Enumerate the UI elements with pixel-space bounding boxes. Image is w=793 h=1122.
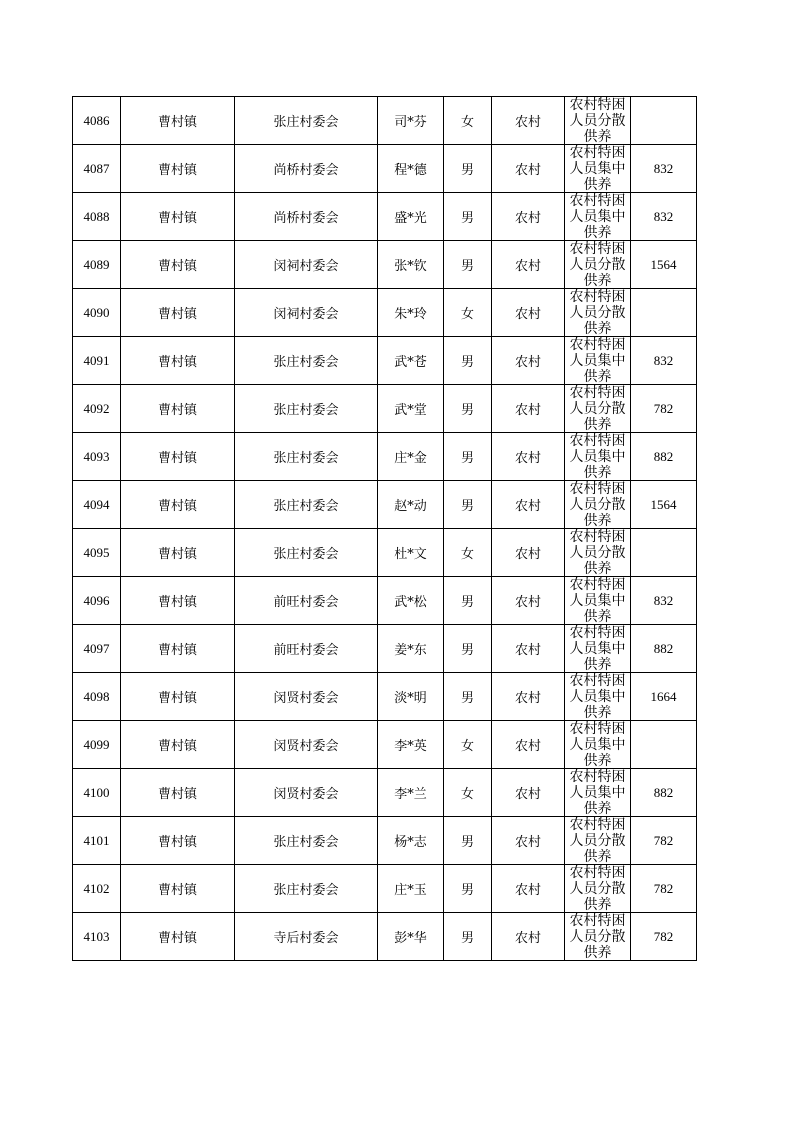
town-cell: 曹村镇	[121, 817, 235, 865]
village-cell: 张庄村委会	[235, 337, 378, 385]
area-cell: 农村	[492, 337, 565, 385]
table-row	[73, 913, 697, 961]
town-cell: 曹村镇	[121, 433, 235, 481]
support-type-cell	[565, 529, 631, 577]
table-row	[73, 577, 697, 625]
row-id-cell: 4090	[73, 289, 121, 337]
support-type-text: 农村特困人员集中供养	[569, 433, 626, 480]
row-id-cell: 4086	[73, 97, 121, 145]
village-cell: 闵贤村委会	[235, 769, 378, 817]
person-name-cell: 张*钦	[378, 241, 444, 289]
table-row	[73, 721, 697, 769]
support-type-cell	[565, 913, 631, 961]
support-type-text: 农村特困人员集中供养	[569, 337, 626, 384]
amount-cell	[631, 97, 697, 145]
row-id-cell: 4100	[73, 769, 121, 817]
amount-cell: 782	[631, 865, 697, 913]
support-type-cell	[565, 289, 631, 337]
village-cell: 张庄村委会	[235, 97, 378, 145]
person-name-cell: 杨*志	[378, 817, 444, 865]
gender-cell: 女	[444, 721, 492, 769]
village-cell: 尚桥村委会	[235, 145, 378, 193]
table-row	[73, 673, 697, 721]
amount-cell	[631, 529, 697, 577]
support-type-text: 农村特困人员分散供养	[569, 385, 626, 432]
support-type-text: 农村特困人员分散供养	[569, 817, 626, 864]
support-type-cell	[565, 481, 631, 529]
amount-cell: 782	[631, 913, 697, 961]
area-cell: 农村	[492, 769, 565, 817]
row-id-cell: 4097	[73, 625, 121, 673]
gender-cell: 女	[444, 97, 492, 145]
support-type-text: 农村特困人员集中供养	[569, 721, 626, 768]
person-name-cell: 彭*华	[378, 913, 444, 961]
village-cell: 闵贤村委会	[235, 721, 378, 769]
support-type-cell	[565, 433, 631, 481]
person-name-cell: 庄*金	[378, 433, 444, 481]
amount-cell: 832	[631, 193, 697, 241]
row-id-cell: 4087	[73, 145, 121, 193]
area-cell: 农村	[492, 529, 565, 577]
support-type-cell	[565, 241, 631, 289]
support-type-cell	[565, 577, 631, 625]
area-cell: 农村	[492, 145, 565, 193]
support-type-cell	[565, 337, 631, 385]
town-cell: 曹村镇	[121, 385, 235, 433]
area-cell: 农村	[492, 865, 565, 913]
support-type-text: 农村特困人员分散供养	[569, 241, 626, 288]
amount-cell: 832	[631, 337, 697, 385]
amount-cell: 782	[631, 817, 697, 865]
support-type-cell	[565, 721, 631, 769]
town-cell: 曹村镇	[121, 97, 235, 145]
support-type-cell	[565, 385, 631, 433]
village-cell: 闵贤村委会	[235, 673, 378, 721]
town-cell: 曹村镇	[121, 289, 235, 337]
area-cell: 农村	[492, 577, 565, 625]
person-name-cell: 武*苍	[378, 337, 444, 385]
town-cell: 曹村镇	[121, 145, 235, 193]
person-name-cell: 赵*动	[378, 481, 444, 529]
table-row	[73, 529, 697, 577]
row-id-cell: 4096	[73, 577, 121, 625]
area-cell: 农村	[492, 817, 565, 865]
amount-cell: 832	[631, 145, 697, 193]
row-id-cell: 4099	[73, 721, 121, 769]
town-cell: 曹村镇	[121, 721, 235, 769]
table-row	[73, 481, 697, 529]
area-cell: 农村	[492, 241, 565, 289]
area-cell: 农村	[492, 385, 565, 433]
person-name-cell: 朱*玲	[378, 289, 444, 337]
village-cell: 张庄村委会	[235, 529, 378, 577]
village-cell: 张庄村委会	[235, 433, 378, 481]
gender-cell: 女	[444, 289, 492, 337]
support-type-cell	[565, 817, 631, 865]
table-row	[73, 97, 697, 145]
support-type-text: 农村特困人员集中供养	[569, 577, 626, 624]
amount-cell: 832	[631, 577, 697, 625]
village-cell: 前旺村委会	[235, 625, 378, 673]
village-cell: 张庄村委会	[235, 817, 378, 865]
table-row	[73, 385, 697, 433]
amount-cell: 882	[631, 433, 697, 481]
village-cell: 寺后村委会	[235, 913, 378, 961]
person-name-cell: 武*松	[378, 577, 444, 625]
village-cell: 张庄村委会	[235, 481, 378, 529]
support-type-text: 农村特困人员分散供养	[569, 289, 626, 336]
gender-cell: 女	[444, 769, 492, 817]
village-cell: 闵祠村委会	[235, 289, 378, 337]
support-type-text: 农村特困人员集中供养	[569, 193, 626, 240]
support-type-cell	[565, 865, 631, 913]
gender-cell: 女	[444, 529, 492, 577]
row-id-cell: 4094	[73, 481, 121, 529]
row-id-cell: 4098	[73, 673, 121, 721]
town-cell: 曹村镇	[121, 865, 235, 913]
row-id-cell: 4103	[73, 913, 121, 961]
support-type-text: 农村特困人员分散供养	[569, 913, 626, 960]
row-id-cell: 4101	[73, 817, 121, 865]
roster-table	[72, 96, 697, 961]
amount-cell: 882	[631, 625, 697, 673]
person-name-cell: 盛*光	[378, 193, 444, 241]
support-type-text: 农村特困人员分散供养	[569, 865, 626, 912]
support-type-cell	[565, 97, 631, 145]
row-id-cell: 4092	[73, 385, 121, 433]
area-cell: 农村	[492, 625, 565, 673]
person-name-cell: 武*堂	[378, 385, 444, 433]
person-name-cell: 程*德	[378, 145, 444, 193]
table-row	[73, 769, 697, 817]
gender-cell: 男	[444, 145, 492, 193]
area-cell: 农村	[492, 433, 565, 481]
support-type-text: 农村特困人员分散供养	[569, 97, 626, 144]
gender-cell: 男	[444, 193, 492, 241]
town-cell: 曹村镇	[121, 193, 235, 241]
gender-cell: 男	[444, 385, 492, 433]
person-name-cell: 杜*文	[378, 529, 444, 577]
support-type-text: 农村特困人员集中供养	[569, 625, 626, 672]
area-cell: 农村	[492, 721, 565, 769]
gender-cell: 男	[444, 673, 492, 721]
roster-body	[73, 97, 697, 961]
support-type-cell	[565, 625, 631, 673]
area-cell: 农村	[492, 913, 565, 961]
support-type-text: 农村特困人员分散供养	[569, 481, 626, 528]
table-row	[73, 817, 697, 865]
gender-cell: 男	[444, 577, 492, 625]
person-name-cell: 司*芬	[378, 97, 444, 145]
person-name-cell: 姜*东	[378, 625, 444, 673]
amount-cell	[631, 289, 697, 337]
town-cell: 曹村镇	[121, 481, 235, 529]
table-row	[73, 625, 697, 673]
row-id-cell: 4095	[73, 529, 121, 577]
support-type-text: 农村特困人员集中供养	[569, 145, 626, 192]
amount-cell: 1564	[631, 241, 697, 289]
village-cell: 前旺村委会	[235, 577, 378, 625]
row-id-cell: 4091	[73, 337, 121, 385]
person-name-cell: 李*英	[378, 721, 444, 769]
support-type-text: 农村特困人员集中供养	[569, 769, 626, 816]
town-cell: 曹村镇	[121, 337, 235, 385]
amount-cell: 1664	[631, 673, 697, 721]
town-cell: 曹村镇	[121, 241, 235, 289]
area-cell: 农村	[492, 193, 565, 241]
support-type-cell	[565, 193, 631, 241]
village-cell: 尚桥村委会	[235, 193, 378, 241]
gender-cell: 男	[444, 865, 492, 913]
row-id-cell: 4102	[73, 865, 121, 913]
table-row	[73, 145, 697, 193]
table-row	[73, 241, 697, 289]
gender-cell: 男	[444, 625, 492, 673]
gender-cell: 男	[444, 433, 492, 481]
area-cell: 农村	[492, 673, 565, 721]
amount-cell	[631, 721, 697, 769]
row-id-cell: 4089	[73, 241, 121, 289]
town-cell: 曹村镇	[121, 625, 235, 673]
row-id-cell: 4093	[73, 433, 121, 481]
gender-cell: 男	[444, 241, 492, 289]
person-name-cell: 李*兰	[378, 769, 444, 817]
town-cell: 曹村镇	[121, 673, 235, 721]
row-id-cell: 4088	[73, 193, 121, 241]
support-type-cell	[565, 673, 631, 721]
town-cell: 曹村镇	[121, 529, 235, 577]
support-type-cell	[565, 769, 631, 817]
village-cell: 张庄村委会	[235, 385, 378, 433]
area-cell: 农村	[492, 289, 565, 337]
table-row	[73, 337, 697, 385]
gender-cell: 男	[444, 817, 492, 865]
support-type-text: 农村特困人员集中供养	[569, 673, 626, 720]
village-cell: 闵祠村委会	[235, 241, 378, 289]
person-name-cell: 庄*玉	[378, 865, 444, 913]
area-cell: 农村	[492, 97, 565, 145]
support-type-text: 农村特困人员分散供养	[569, 529, 626, 576]
town-cell: 曹村镇	[121, 913, 235, 961]
gender-cell: 男	[444, 337, 492, 385]
gender-cell: 男	[444, 481, 492, 529]
town-cell: 曹村镇	[121, 769, 235, 817]
table-row	[73, 289, 697, 337]
village-cell: 张庄村委会	[235, 865, 378, 913]
table-row	[73, 193, 697, 241]
support-type-cell	[565, 145, 631, 193]
person-name-cell: 淡*明	[378, 673, 444, 721]
table-row	[73, 865, 697, 913]
amount-cell: 1564	[631, 481, 697, 529]
gender-cell: 男	[444, 913, 492, 961]
amount-cell: 882	[631, 769, 697, 817]
amount-cell: 782	[631, 385, 697, 433]
table-row	[73, 433, 697, 481]
town-cell: 曹村镇	[121, 577, 235, 625]
area-cell: 农村	[492, 481, 565, 529]
